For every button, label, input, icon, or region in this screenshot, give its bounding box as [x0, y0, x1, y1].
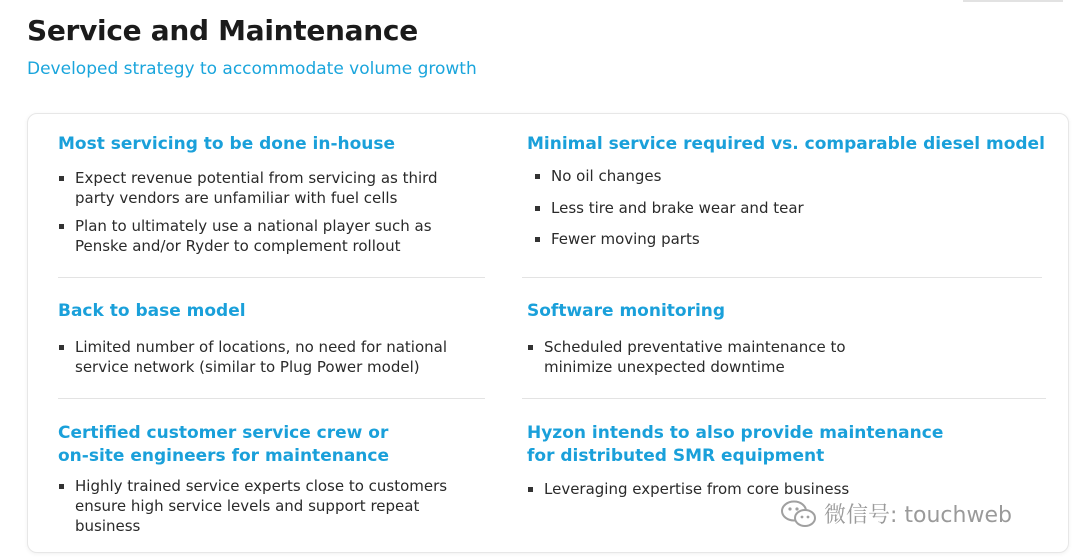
watermark-text: 微信号: touchweb — [824, 503, 1012, 528]
divider — [522, 277, 1042, 278]
bullet-item: Plan to ultimately use a national player such as Penske and/or Ryder to complement rollout — [58, 216, 458, 256]
section-heading-minimal-service: Minimal service required vs. comparable diesel model — [527, 134, 1045, 154]
bullet-item: Limited number of locations, no need for national service network (similar to Plug Power model) — [58, 337, 473, 377]
bullet-item: Fewer moving parts — [534, 229, 1004, 249]
section-heading-certified-crew — [58, 422, 389, 468]
section-heading-in-house: Most servicing to be done in-house — [58, 134, 396, 154]
bullet-list-hyzon-smr — [527, 479, 867, 499]
divider — [58, 398, 485, 399]
page-subtitle: Developed strategy to accommodate volume growth — [27, 59, 477, 79]
section-heading-back-to-base: Back to base model — [58, 301, 246, 321]
heading-line: Hyzon intends to also provide maintenance — [527, 423, 944, 443]
bullet-list-minimal-service — [534, 166, 1004, 249]
bullet-list-back-to-base — [58, 337, 473, 377]
top-edge-line — [963, 0, 1063, 2]
bullet-item: Less tire and brake wear and tear — [534, 198, 1004, 218]
page-title: Service and Maintenance — [27, 14, 418, 47]
heading-line: for distributed SMR equipment — [527, 446, 825, 466]
bullet-list-software-monitoring — [527, 337, 847, 377]
heading-line: on-site engineers for maintenance — [58, 446, 390, 466]
bullet-item: Highly trained service experts close to customers ensure high service levels and support repeat business — [58, 476, 458, 536]
wechat-icon — [780, 499, 818, 529]
bullet-item: Expect revenue potential from servicing as third party vendors are unfamiliar with fuel cells — [58, 168, 458, 208]
watermark — [780, 498, 1012, 529]
section-heading-hyzon-smr — [527, 422, 943, 468]
bullet-item: Leveraging expertise from core business — [527, 479, 867, 499]
bullet-item: No oil changes — [534, 166, 1004, 186]
section-heading-software-monitoring: Software monitoring — [527, 301, 726, 321]
heading-line: Certified customer service crew or — [58, 423, 389, 443]
divider — [522, 398, 1046, 399]
divider — [58, 277, 485, 278]
bullet-item: Scheduled preventative maintenance to minimize unexpected downtime — [527, 337, 847, 377]
bullet-list-in-house — [58, 168, 458, 256]
bullet-list-certified-crew — [58, 476, 458, 536]
